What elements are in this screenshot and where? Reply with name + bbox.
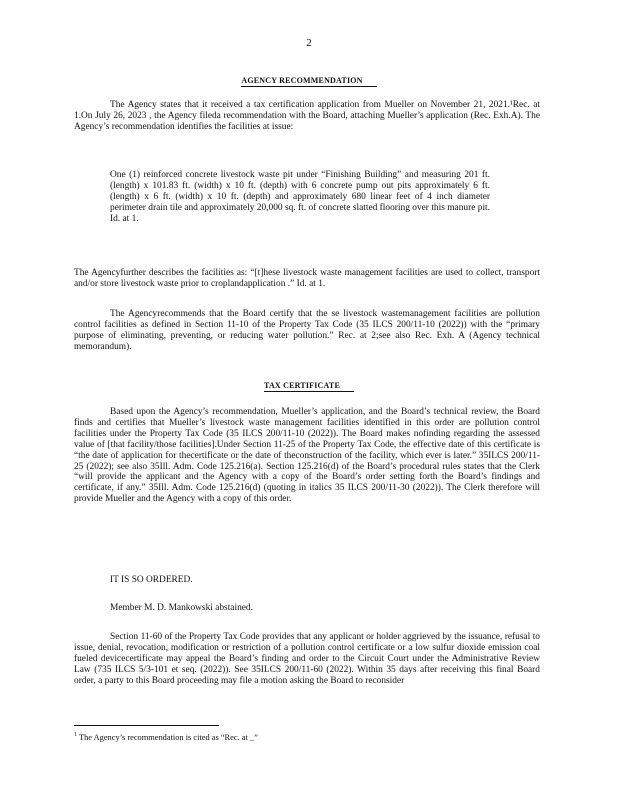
tax-heading-text: TAX CERTIFICATE (264, 381, 354, 392)
footnote-mark: 1 (74, 732, 77, 738)
appeal-paragraph: Section 11-60 of the Property Tax Code provides that any applicant or holder aggrieved by the issuance, refusal to issue, denial, revocation, modification or restriction of a pollution control certificate or a low sulfur dioxide emission coal fueled devicecertificate may appeal the Board’s finding and order to the Circuit Court under the Administrative Review Law (735 ILCS 5/3-101 et seq. (2022)). See 35ILCS 200/11-60 (2022). Within 35 days after receiving this final Board order, a party to this Board proceeding may file a motion asking the Board to reconsider (74, 632, 540, 686)
facility-description-paragraph: The Agencyfurther describes the facilities as: “[t]hese livestock waste management facilities are used to collect, transport and/or store livestock waste prior to croplandapplication .” Id. at 1. (74, 268, 540, 289)
agency-recommendation-heading (0, 76, 618, 87)
tax-certificate-heading (0, 381, 618, 392)
findings-paragraph: Based upon the Agency’s recommendation, Mueller’s application, and the Board’s technical review, the Board finds and certifies that Mueller’s livestock waste management facilities identified in this order are pollution control facilities under the Property Tax Code (35 ILCS 200/11-10 (2022)). The Board makes nofinding regarding the assessed value of [that facility/those facilities].Under Section 11-25 of the Property Tax Code, the effective date of this certificate is “the date of application for thecertificate or the date of theconstruction of the facility, which ever is later.” 35ILCS 200/11-25 (2022); see also 35Ill. Adm. Code 125.216(a). Section 125.216(d) of the Board’s procedural rules states that the Clerk “will provide the applicant and the Agency with a copy of the Board’s order setting forth the Board’s findings and certificate, if any.” 35Ill. Adm. Code 125.216(d) (quoting in italics 35 ILCS 200/11-30 (2022)). The Clerk therefore will provide Mueller and the Agency with a copy of this order. (74, 407, 540, 505)
agency-heading-text: AGENCY RECOMMENDATION (241, 76, 376, 87)
facility-quote: One (1) reinforced concrete livestock waste pit under “Finishing Building” and measuring 201 ft. (length) x 101.83 ft. (width) x 10 ft. (depth) with 6 concrete pump out pits approximately 6 ft. (length) x 6 ft. (width) x 10 ft. (depth) and approximately 680 linear feet of 4 inch diameter perimeter drain tile and approximately 20,000 sq. ft. of concrete slatted flooring over this manure pit. Id. at 1. (110, 170, 490, 224)
abstention-line: Member M. D. Mankowski abstained. (110, 603, 253, 613)
footnote (74, 732, 258, 742)
footnote-text: The Agency’s recommendation is cited as “Rec. at _” (78, 732, 258, 742)
page-number: 2 (306, 37, 312, 49)
agency-recommends-paragraph: The Agencyrecommends that the Board certify that the se livestock wastemanagement facilities are pollution control facilities as defined in Section 11-10 of the Property Tax Code (35 ILCS 200/11-10 (2022)) with the “primary purpose of eliminating, preventing, or reducing water pollution.” Rec. at 2;see also Rec. Exh. A (Agency technical memorandum). (74, 309, 540, 352)
intro-paragraph: The Agency states that it received a tax certification application from Mueller on November 21, 2021.¹Rec. at 1.On July 26, 2023 , the Agency fileda recommendation with the Board, attaching Mueller’s application (Rec. Exh.A). The Agency’s recommendation identifies the facilities at issue: (74, 100, 540, 132)
footnote-separator (74, 725, 219, 726)
so-ordered-line: IT IS SO ORDERED. (110, 575, 193, 585)
